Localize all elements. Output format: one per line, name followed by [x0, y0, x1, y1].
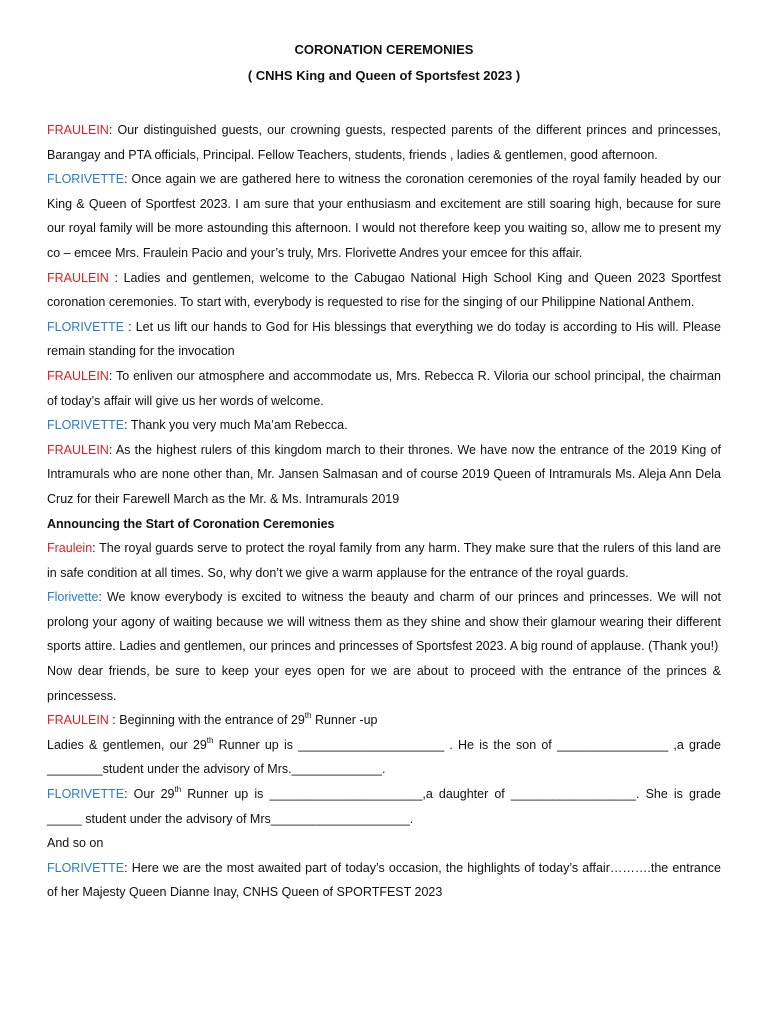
superscript: th [304, 711, 312, 721]
paragraph-text: Runner up is _____________________ . He is the son of ________________ ,a grade ________student under the advisory of Mrs._____________. [47, 737, 721, 777]
paragraph-text: : Our 29 [124, 787, 175, 802]
paragraph-florivette-invocation [47, 315, 721, 364]
paragraph-text: : Once again we are gathered here to witness the coronation ceremonies of the royal family headed by our King & Queen of Sportfest 2023. I am sure that your enthusiasm and excitement are still soaring high, because for sure our royal family will be more astounding this afternoon. I would not therefore keep you waiting so, allow me to present my co – emcee Mrs. Fraulein Pacio and your’s truly, Mrs. Florivette Andres your emcee for this affair. [47, 172, 721, 260]
superscript: th [206, 735, 214, 745]
speaker-label: Fraulein [47, 541, 93, 556]
speaker-label: FLORIVETTE [47, 319, 125, 334]
superscript: th [174, 784, 182, 794]
speaker-label: FRAULEIN [47, 442, 109, 457]
paragraph-fraulein-runner-up [47, 708, 721, 733]
paragraph-text: : As the highest rulers of this kingdom march to their thrones. We have now the entrance of the 2019 King of Intramurals who are none other than, Mr. Jansen Salmasan and of course 2019 Queen of Intramurals Ms. Aleja Ann Dela Cruz for their Farewell March as the Mr. & Ms. Intramurals 2019 [47, 442, 721, 506]
paragraph-text: Ladies & gentlemen, our 29 [47, 737, 207, 752]
paragraph-fraulein-principal [47, 364, 721, 413]
paragraph-florivette-princes [47, 585, 721, 659]
script-body [47, 118, 721, 905]
paragraph-text: : Ladies and gentlemen, welcome to the Cabugao National High School King and Queen 2023 Sportfest coronation ceremonies. To start with, everybody is requested to rise for the singing of our Philippine National Anthem. [47, 270, 721, 310]
paragraph-florivette-thanks [47, 413, 721, 438]
paragraph-and-so-on: And so on [47, 836, 104, 851]
paragraph-florivette-queen [47, 856, 721, 905]
paragraph-dear-friends: Now dear friends, be sure to keep your eyes open for we are about to proceed with the entrance of the princes & princessess. [47, 664, 721, 703]
paragraph-text: : Let us lift our hands to God for His blessings that everything we do today is according to His will. Please remain standing for the invocation [47, 319, 721, 359]
speaker-label: FLORIVETTE [47, 860, 125, 875]
paragraph-fraulein-royal-guards [47, 536, 721, 585]
speaker-label: FLORIVETTE [47, 787, 125, 802]
paragraph-fraulein-anthem [47, 266, 721, 315]
paragraph-text: Runner -up [311, 713, 378, 728]
speaker-label: FLORIVETTE [47, 172, 125, 187]
paragraph-text: : Thank you very much Ma’am Rebecca. [124, 418, 348, 433]
title-block [47, 42, 721, 84]
paragraph-text: : The royal guards serve to protect the royal family from any harm. They make sure that the rulers of this land are in safe condition at all times. So, why don’t we give a warm applause for the entrance of the royal guards. [47, 541, 721, 580]
speaker-label: FRAULEIN [47, 713, 109, 728]
speaker-label: FRAULEIN [47, 368, 109, 383]
speaker-label: FLORIVETTE [47, 418, 125, 433]
speaker-label: FRAULEIN [47, 270, 109, 285]
paragraph-text: : Beginning with the entrance of 29 [108, 713, 305, 728]
paragraph-fraulein-farewell-march [47, 438, 721, 512]
speaker-label: Florivette [47, 590, 99, 605]
paragraph-text: : Here we are the most awaited part of today’s occasion, the highlights of today’s affair……….the entrance of her Majesty Queen Dianne Inay, CNHS Queen of SPORTFEST 2023 [47, 860, 721, 900]
document-title: CORONATION CEREMONIES [294, 42, 474, 57]
paragraph-fraulein-welcome [47, 118, 721, 167]
speaker-label: FRAULEIN [47, 123, 109, 137]
paragraph-text: : We know everybody is excited to witness the beauty and charm of our princes and princesses. We will not prolong your agony of waiting because we will witness them as they shine and show their glamour wearing their different sports attire. Ladies and gentlemen, our princes and princesses of Sportsfest 2023. A big round of applause. (Thank you!) [47, 590, 721, 654]
paragraph-text: : Our distinguished guests, our crowning guests, respected parents of the different princes and princesses, Barangay and PTA officials, Principal. Fellow Teachers, students, friends , ladies & gentlemen, good afternoon. [47, 123, 721, 162]
paragraph-florivette-intro [47, 167, 721, 265]
document-subtitle: ( CNHS King and Queen of Sportsfest 2023 ) [247, 68, 521, 83]
section-heading: Announcing the Start of Coronation Ceremonies [47, 516, 335, 531]
paragraph-text: : To enliven our atmosphere and accommodate us, Mrs. Rebecca R. Viloria our school principal, the chairman of today’s affair will give us her words of welcome. [47, 368, 721, 408]
paragraph-florivette-runner-up-daughter [47, 782, 721, 831]
paragraph-text: Runner up is ______________________,a daughter of __________________. She is grade _____ student under the advisory of Mrs____________________. [47, 787, 721, 826]
paragraph-runner-up-son [47, 733, 721, 782]
